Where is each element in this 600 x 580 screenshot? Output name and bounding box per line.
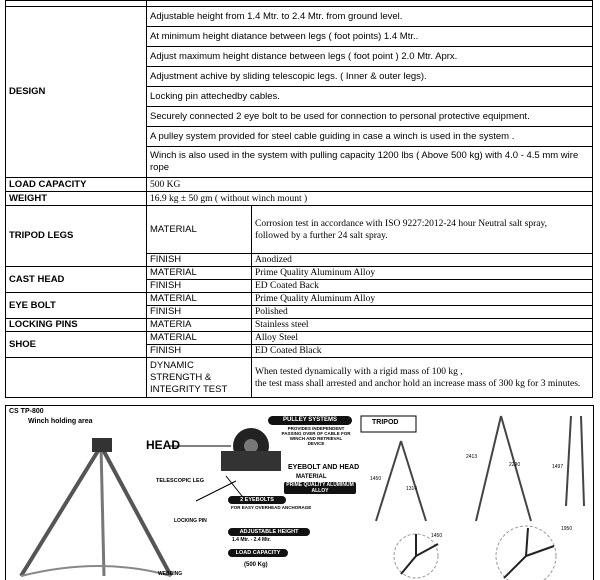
webbing-label: WEBBING <box>158 571 183 577</box>
tripod-legs-label: TRIPOD LEGS <box>6 206 147 267</box>
locking-pins-key: MATERIA <box>147 319 252 332</box>
design-line: Adjustment achive by sliding telescopic legs. ( Inner & outer legs). <box>147 67 593 87</box>
material-label: MATERIAL <box>296 474 327 480</box>
weight-label: WEIGHT <box>6 192 147 206</box>
dim-label: 1450 <box>370 476 382 482</box>
elevation-leg <box>401 441 426 521</box>
height-range: 1.4 Mtr. - 2.4 Mtr. <box>232 537 271 543</box>
spec-table <box>5 0 593 398</box>
tripod-leg-right <box>101 446 171 576</box>
product-figure <box>5 405 594 580</box>
shoe-finish-value: ED Coated Black <box>252 345 593 358</box>
cast-head-label: CAST HEAD <box>6 267 147 293</box>
table-row <box>6 332 593 345</box>
dim-label: 1450 <box>431 533 443 539</box>
load-capacity-pill: LOAD CAPACITY <box>228 549 288 557</box>
cast-head-material-value: Prime Quality Aluminum Alloy <box>252 267 593 280</box>
tripod-legs-material-line-1: Corrosion test in accordance with ISO 9227:2012-24 hour Neutral salt spray, <box>255 218 547 229</box>
cast-head-material-key: MATERIAL <box>147 267 252 280</box>
table-row <box>6 206 593 254</box>
dynamic-test-line-2: the test mass shall arrested and anchor hold an increase mass of 300 kg for 3 minutes. <box>255 378 581 389</box>
tripod-head-block <box>92 438 112 452</box>
table-row <box>6 319 593 332</box>
design-line: Winch is also used in the system with pulling capacity 1200 lbs ( Above 500 kg) with 4.0 - 4.5 mm wire rope <box>147 147 593 178</box>
cast-head-body <box>221 451 281 471</box>
tripod-legs-material-value <box>252 206 593 254</box>
elevation-leg-tall <box>476 416 501 521</box>
dim-label: 1950 <box>561 526 573 532</box>
webbing-strap <box>21 566 171 576</box>
eyebolts-desc: FOR EASY OVERHEAD ANCHORAGE <box>231 505 312 510</box>
design-line: Securely connected 2 eye bolt to be used for connection to personal protective equipment. <box>147 107 593 127</box>
dynamic-test-key: DYNAMIC STRENGTH & INTEGRITY TEST <box>147 358 252 398</box>
dim-label: 1314 <box>406 486 418 492</box>
table-row <box>6 178 593 192</box>
tripod-legs-finish-key: FINISH <box>147 254 252 267</box>
plan-view-leg <box>416 544 438 556</box>
tripod-legs-finish-value: Anodized <box>252 254 593 267</box>
cast-head-finish-value: ED Coated Back <box>252 280 593 293</box>
winch-area-label: Winch holding area <box>28 418 93 425</box>
eyebolt-head-label: EYEBOLT AND HEAD <box>288 464 360 471</box>
weight-value: 16.9 kg ± 50 gm ( without winch mount ) <box>147 192 593 206</box>
table-row <box>6 358 593 398</box>
eye-bolt-label: EYE BOLT <box>6 293 147 319</box>
design-line: Adjustable height from 1.4 Mtr. to 2.4 Mtr. from ground level. <box>147 7 593 27</box>
eyebolts-pill: 2 EYEBOLTS <box>228 496 286 504</box>
tripod-legs-material-key: MATERIAL <box>147 206 252 254</box>
locking-pin-label: LOCKING PIN <box>174 518 207 524</box>
plan-view-leg <box>526 546 554 556</box>
design-line: At minimum height diatance between legs ( foot points) 1.4 Mtr.. <box>147 27 593 47</box>
pulley-desc: PROVIDES INDEPENDENT PASSING OVER OF CABLE FOR WINCH AND RETRIEVAL DEVICE <box>281 426 351 446</box>
shoe-label: SHOE <box>6 332 147 358</box>
elevation-leg-tall <box>501 416 531 521</box>
shoe-material-key: MATERIAL <box>147 332 252 345</box>
head-pulley-hub <box>244 439 258 453</box>
dim-label: 2290 <box>509 462 521 468</box>
load-capacity-label: LOAD CAPACITY <box>6 178 147 192</box>
shoe-finish-key: FINISH <box>147 345 252 358</box>
eye-bolt-finish-key: FINISH <box>147 306 252 319</box>
design-line: A pulley system provided for steel cable guiding in case a winch is used in the system . <box>147 127 593 147</box>
load-capacity-value: 500 KG <box>147 178 593 192</box>
table-row <box>6 7 593 27</box>
dim-label: 2413 <box>466 454 478 460</box>
pulley-systems-pill: PULLEY SYSTEMS <box>268 416 352 425</box>
dynamic-test-line-1: When tested dynamically with a rigid mass of 100 kg , <box>255 366 463 377</box>
side-view-leg <box>581 416 584 506</box>
shoe-material-value: Alloy Steel <box>252 332 593 345</box>
locking-pins-value: Stainless steel <box>252 319 593 332</box>
plan-view-leg <box>504 556 526 578</box>
cast-head-finish-key: FINISH <box>147 280 252 293</box>
plan-view-leg <box>401 556 416 574</box>
eye-bolt-material-key: MATERIAL <box>147 293 252 306</box>
locking-pins-label: LOCKING PINS <box>6 319 147 332</box>
eye-bolt-material-value: Prime Quality Aluminum Alloy <box>252 293 593 306</box>
dim-label: 1497 <box>552 464 564 470</box>
design-line: Locking pin attechedby cables. <box>147 87 593 107</box>
material-value-pill: PRIME QUALITY ALUMINUM ALLOY <box>284 482 356 494</box>
tripod-legs-material-line-2: followed by a further 24 salt spray. <box>255 230 388 241</box>
design-line: Adjust maximum height distance between legs ( foot point ) 2.0 Mtr. Aprx. <box>147 47 593 67</box>
design-label: DESIGN <box>6 7 147 178</box>
side-view-leg <box>566 416 571 506</box>
table-row <box>6 293 593 306</box>
eye-bolt-finish-value: Polished <box>252 306 593 319</box>
tripod-title: TRIPOD <box>372 419 399 426</box>
head-label: HEAD <box>146 438 181 452</box>
telescopic-leg-label: TELESCOPIC LEG <box>156 478 204 484</box>
dynamic-test-value <box>252 358 593 398</box>
tripod-leg-left <box>21 446 101 576</box>
model-label: CS TP-800 <box>9 408 44 415</box>
load-value: (500 Kg) <box>244 562 268 568</box>
plan-view-leg <box>526 528 528 556</box>
table-row <box>6 192 593 206</box>
tripod-leg-middle <box>101 446 104 576</box>
adjustable-height-pill: ADJUSTABLE HEIGHT <box>228 528 310 536</box>
table-row <box>6 267 593 280</box>
